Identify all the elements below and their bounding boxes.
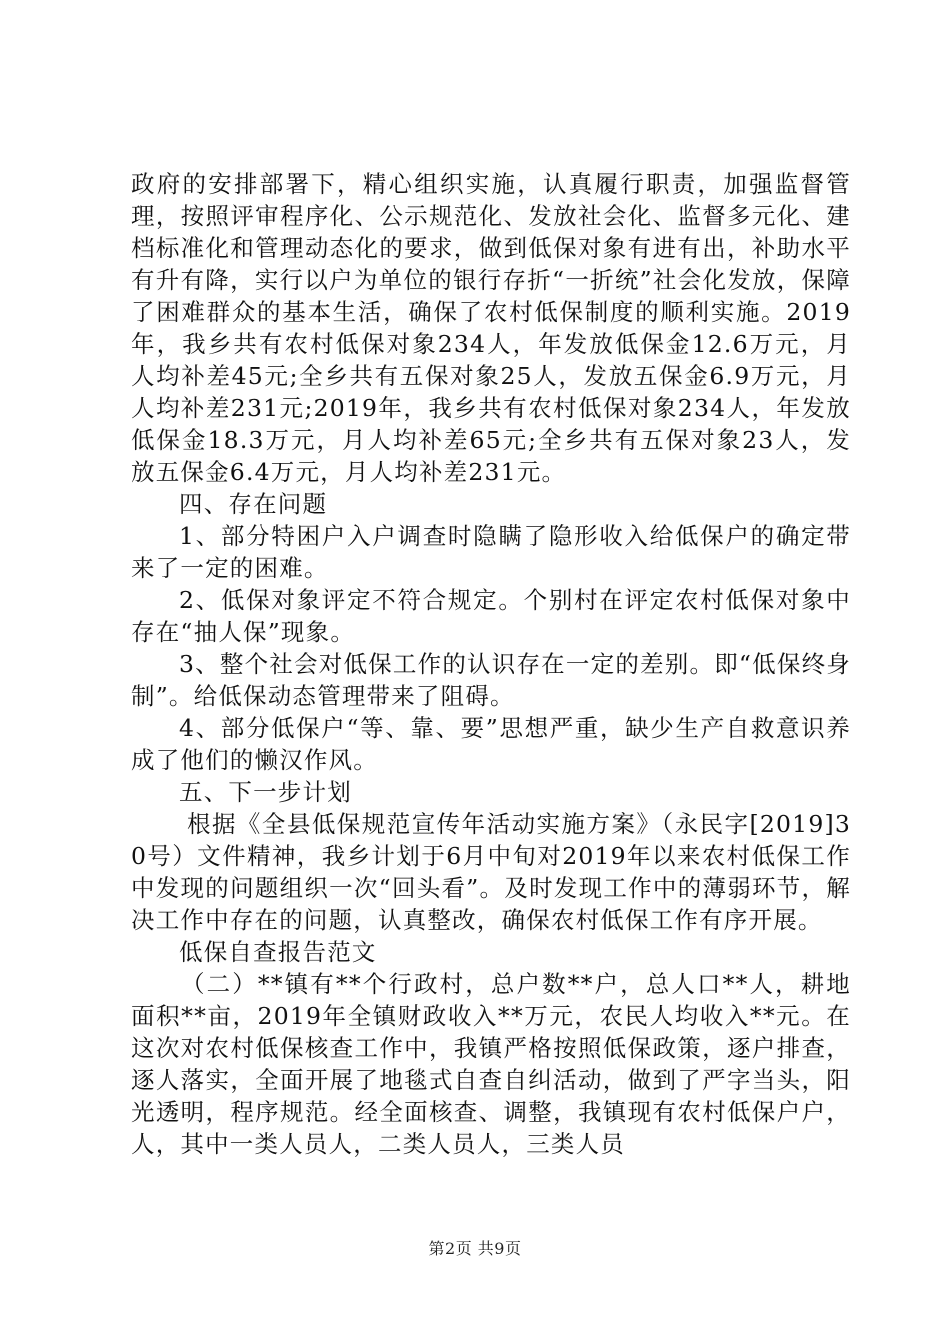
paragraph-problem-4: 4、部分低保户“等、靠、要”思想严重，缺少生产自救意识养成了他们的懒汉作风。 — [131, 714, 851, 774]
page-number-footer: 第2页 共9页 — [428, 1239, 522, 1258]
heading-existing-problems: 四、存在问题 — [179, 490, 328, 518]
paragraph-problem-3: 3、整个社会对低保工作的认识存在一定的差别。即“低保终身制”。给低保动态管理带来了阻碍。 — [131, 650, 851, 710]
paragraph-problem-2: 2、低保对象评定不符合规定。个别村在评定农村低保对象中存在“抽人保”现象。 — [131, 586, 851, 646]
paragraph-next-plan: 根据《全县低保规范宣传年活动实施方案》（永民字[2019]30号）文件精神，我乡计划于6月中旬对2019年以来农村低保工作中发现的问题组织一次“回头看”。及时发现工作中的薄弱环节，解决工作中存在的问题，认真整改，确保农村低保工作有序开展。 — [131, 810, 851, 934]
heading-report-sample: 低保自查报告范文 — [179, 938, 377, 966]
paragraph-problem-1: 1、部分特困户入户调查时隐瞒了隐形收入给低保户的确定带来了一定的困难。 — [131, 522, 851, 582]
paragraph-town-overview: （二）**镇有**个行政村，总户数**户，总人口**人，耕地面积**亩，2019年全镇财政收入**万元，农民人均收入**元。在这次对农村低保核查工作中，我镇严格按照低保政策，逐户排查，逐人落实，全面开展了地毯式自查自纠活动，做到了严字当头，阳光透明，程序规范。经全面核查、调整，我镇现有农村低保户户，人，其中一类人员人，二类人员人，三类人员 — [131, 970, 851, 1158]
paragraph-lowbao-implementation: 政府的安排部署下，精心组织实施，认真履行职责，加强监督管理，按照评审程序化、公示规范化、发放社会化、监督多元化、建档标准化和管理动态化的要求，做到低保对象有进有出，补助水平有升有降，实行以户为单位的银行存折“一折统”社会化发放，保障了困难群众的基本生活，确保了农村低保制度的顺利实施。2019年，我乡共有农村低保对象234人，年发放低保金12.6万元，月人均补差45元;全乡共有五保对象25人，发放五保金6.9万元，月人均补差231元;2019年，我乡共有农村低保对象234人，年发放低保金18.3万元，月人均补差65元;全乡共有五保对象23人，发放五保金6.4万元，月人均补差231元。 — [131, 170, 851, 486]
heading-next-plan: 五、下一步计划 — [179, 778, 352, 806]
document-body — [131, 168, 851, 1160]
